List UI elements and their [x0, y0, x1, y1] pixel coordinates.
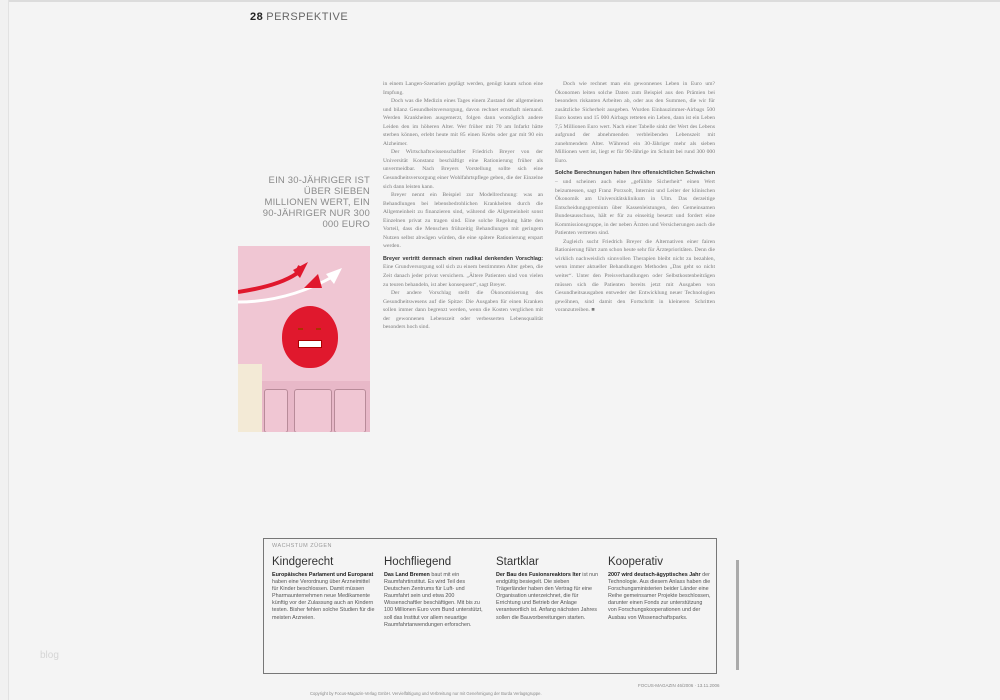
watermark: blog	[40, 650, 59, 661]
top-border	[0, 0, 1000, 2]
paragraph: Breyer nennt ein Beispiel zur Modellrechnung: was an Behandlungen bei lebensbedrohlichen Krankheiten durch die Allgemeinheit zu finanzieren sind, während die Allgemeinheit sonst Einzelnen privat zu tragen sind. Eine solche Regelung hätte den Vorteil, dass die Menschen frühzeitig Behandlungen mit geringem Nutzen selbst abwägen würden, die eine spätere Rationierung erspart werden.	[383, 192, 543, 250]
info-lead: 2007 wird deutsch-ägyptisches Jahr	[608, 572, 701, 578]
lead-in: Breyer vertritt demnach einen radikal denkenden Vorschlag:	[383, 255, 543, 262]
info-lead: Europäisches Parlament und Europarat	[272, 572, 374, 578]
medicine-box	[334, 389, 366, 432]
article-column-2	[555, 80, 715, 315]
footer-issue: FOCUS-MAGAZIN 46/2006 · 13.11.2006	[638, 683, 720, 688]
info-box-label: WACHSTUM ZÜGEN	[272, 543, 332, 549]
info-body: der Technologie. Aus diesem Anlass haben die Forschungsministerien beider Länder eine Reihe gemeinsamer Projekte beschlossen, darunter einen Fonds zur unterstützung von Forschungskooperationen und der Ausbau von Wissenschaftsparks.	[608, 572, 711, 621]
info-body: baut mit ein Raumfahrtinstitut. Es wird Teil des Deutschen Zentrums für Luft- und Raumfahrt sein und etwa 200 Wissenschaftler beschäftigen. Mit bis zu 100 Millionen Euro vom Bund unterstützt, soll das Institut vor allem neuartige Raumfahrtanwendungen erforschen.	[384, 572, 483, 628]
info-lead: Der Bau des Fusionsreaktors Iter	[496, 572, 581, 578]
paragraph: Der Wirtschaftswissenschaftler Friedrich Breyer von der Universität Konstanz beschäftigt eine Rationierung früher als unvermeidbar. Nach Breyers Vorstellung sollte sich eine Gesundheitsversorgung einer Wohlfahrtspflege geben, die der Einzelne sich dann leisten kann.	[383, 149, 543, 190]
info-text	[384, 572, 488, 629]
page-number: 28	[250, 11, 264, 23]
info-column-kooperativ	[608, 556, 712, 622]
info-text	[272, 572, 376, 622]
paragraph: Der andere Vorschlag stellt die Ökonomisierung des Gesundheitswesens auf die Spitze: Die Ausgaben für einen Kranken sollen immer dann begrenzt werden, wenn die Kosten verglichen mit der gewonnenen Lebenszeit oder verbesserten Lebensqualität besonders hoch sind.	[383, 290, 543, 331]
page-edge	[0, 0, 9, 700]
cream-panel	[238, 364, 262, 432]
info-title: Hochfliegend	[384, 556, 452, 568]
paragraph: Zugleich sucht Friedrich Breyer die Alternativen einer fairen Rationierung führt zum schon heute sehr für Ärzteprioritäten. Denn die wirklich nachweislich sinnvollen Therapien bleibt nicht zu bezahlen, wenn immer aktueller Behandlungen Methoden „Das geht so nicht weiter“. Unter den Preisverhandlungen oder Selbstkostenbeiträgen müssen sich die Patienten bereits jetzt mit Ausgaben von Gesundheitsausgaben entweder der Entwicklung neuer Technologien gewöhnen, sind damit den Fortschritt in kleineren Schritten voranzutreiben. ■	[555, 238, 715, 314]
blood-drop-character	[282, 306, 338, 368]
info-lead: Das Land Bremen	[384, 572, 430, 578]
info-text	[496, 572, 600, 622]
mouth	[298, 340, 322, 348]
paragraph	[555, 169, 715, 237]
info-box	[263, 538, 717, 674]
page-header	[250, 11, 348, 23]
paragraph	[383, 255, 543, 289]
side-credit-bar	[736, 560, 739, 670]
info-title: Startklar	[496, 556, 539, 568]
footer-copyright: Copyright by Focus-Magazin-Verlag GmbH. Vervielfältigung und Verbreitung nur mit Genehmigung der Burda Verlagsgruppe.	[310, 691, 542, 696]
pull-quote: EIN 30-JÄHRIGER IST ÜBER SIEBEN MILLIONEN WERT, EIN 90-JÄHRIGER NUR 300 000 EURO	[262, 175, 370, 230]
article-column-1	[383, 80, 543, 332]
info-body: haben eine Verordnung über Arzneimittel für Kinder beschlossen. Damit müssen Pharmaunternehmen neue Medikamente künftig vor der Zulassung auch an Kindern testen. Bisher fehlen solche Studien für die meisten Arzneien.	[272, 579, 375, 621]
info-body: ist nun endgültig besiegelt. Die sieben Trägerländer haben den Vertrag für eine Organisation unterzeichnet, die für Errichtung und Betrieb der Anlage verantwortlich ist. Anfang nächsten Jahres sollen die Bauvorbereitungen starten.	[496, 572, 599, 621]
eye-icon	[298, 328, 303, 330]
paragraph-text: Eine Grundversorgung soll sich zu einem bestimmten Alter geben, die Zeit danach jeder privat versichern. „Ältere Patienten sind von vielen zu teuren behandeln, ist aber konsequent“, sagt Breyer.	[383, 264, 543, 288]
medicine-box	[264, 389, 288, 432]
illustration	[238, 246, 370, 432]
info-column-startklar	[496, 556, 600, 622]
section-title: PERSPEKTIVE	[266, 11, 349, 23]
paragraph: Doch wie rechnet man ein gewonnenes Leben in Euro um? Ökonomen leiten solche Daten zum Beispiel aus den Prämien bei besonders riskanten Arbeiten ab, oder aus den Summen, die wir für zusätzliche Sicherheit ausgeben. Wurden Einbauzimmer-Airbags 500 Euro kosten und 15 000 Airbags retteten ein Leben, dann ist ein Leben 7,5 Millionen Euro wert. Nach einer Tabelle sinkt der Wert des Lebens aufgrund der abnehmenden verbleibenden Lebenszeit mit zunehmendem Alter. Während ein 30-Jähriger mehr als sieben Millionen wert ist, liegt er für 90-Jährige im Schnitt bei rund 300 000 Euro.	[555, 81, 715, 164]
paragraph: in einem Langen-Szenarien geplägt werden, genügt kaum schon eine Impfung.	[383, 81, 543, 96]
lead-in: Solche Berechnungen haben ihre offensichtlichen Schwächen	[555, 170, 715, 177]
paragraph-text: – und scheinen auch eine „gefühlte Sicherheit“ einen Wert beizumessen, sagt Franz Porzsolt, Internist und Leiter der klinischen Ökonomik am Universitätsklinikum in Ulm. Das derzeitige Entscheidungsgremium über Kassenleistungen, den Gemeinsamen Bundesausschuss, hält er für zu einseitig besetzt und fordert eine Kommissionsgruppe, in der neben Ärzten und Versicherungen auch die Patienten vertreten sind.	[555, 179, 715, 237]
medicine-box	[294, 389, 332, 432]
info-column-kindgerecht	[272, 556, 376, 622]
info-column-hochfliegend	[384, 556, 488, 629]
eye-icon	[316, 328, 321, 330]
paragraph: Doch was die Medizin eines Tages einem Zustand der allgemeinen und bilanz Gesundheitsversorgung, davon rechnet ernsthaft niemand. Werden Krankheiten ausgemerzt, folgen dann womöglich andere Leiden den im höheren Alter. Wer früher mit 70 am Infarkt hätte sterben können, erlebt heute mit 85 einen Krebs oder gar mit 90 ein Alzheimer.	[383, 98, 543, 147]
info-text	[608, 572, 712, 622]
info-title: Kooperativ	[608, 556, 663, 568]
info-title: Kindgerecht	[272, 556, 334, 568]
